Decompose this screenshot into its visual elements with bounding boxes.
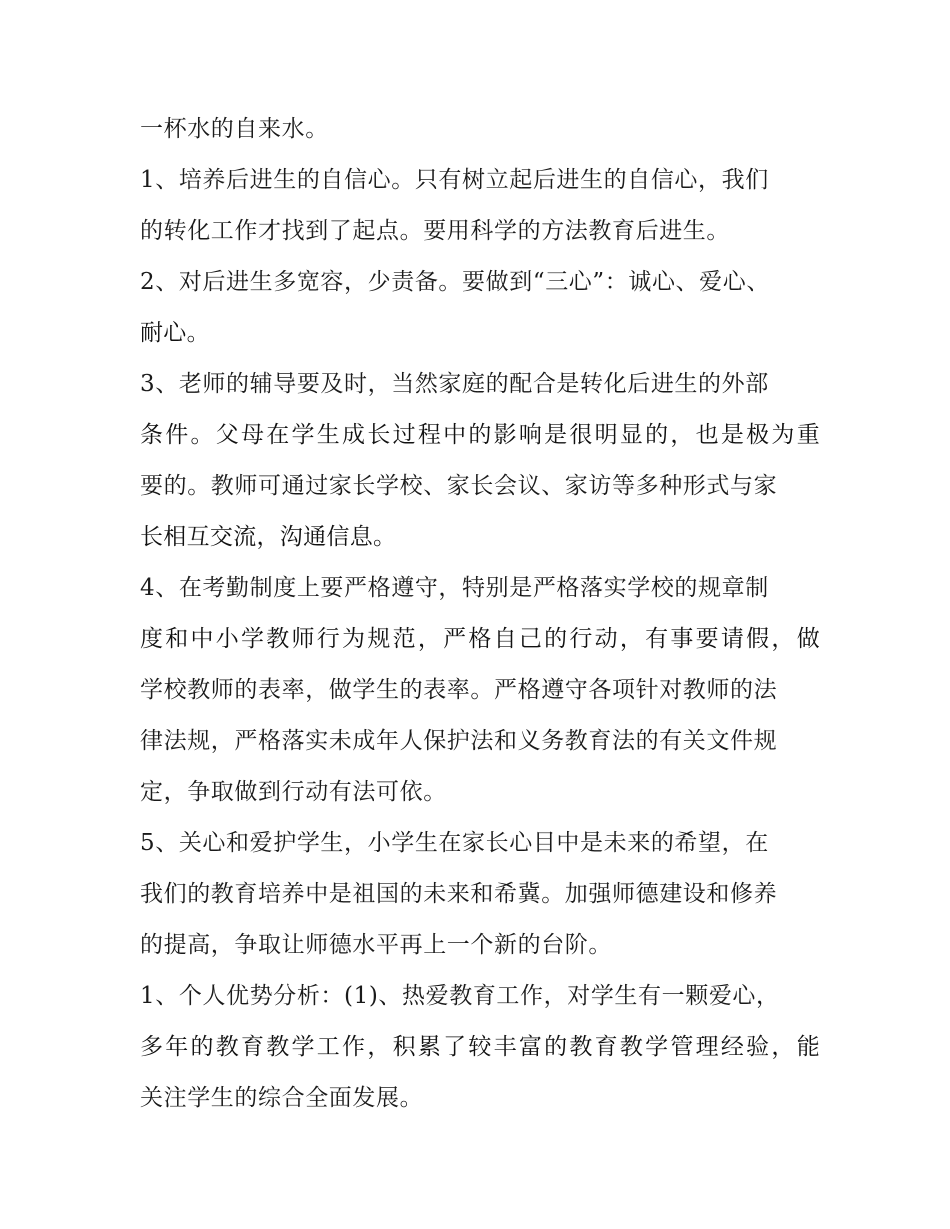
text-line: 1、个人优势分析：(1)、热爱教育工作，对学生有一颗爱心， (140, 983, 780, 1009)
text-line: 条件。父母在学生成长过程中的影响是很明显的，也是极为重 (140, 422, 820, 448)
text-line: 4、在考勤制度上要严格遵守，特别是严格落实学校的规章制 (140, 575, 769, 601)
text-line: 2、对后进生多宽容，少责备。要做到“三心”：诚心、爱心、 (140, 269, 770, 295)
text-line: 的转化工作才找到了起点。要用科学的方法教育后进生。 (140, 218, 730, 244)
text-line: 的提高，争取让师德水平再上一个新的台阶。 (140, 932, 612, 958)
text-line: 多年的教育教学工作，积累了较丰富的教育教学管理经验，能 (140, 1034, 820, 1060)
text-line: 3、老师的辅导要及时，当然家庭的配合是转化后进生的外部 (140, 371, 769, 397)
text-line: 长相互交流，沟通信息。 (140, 524, 397, 550)
text-line: 一杯水的自来水。 (140, 116, 329, 142)
text-line: 定，争取做到行动有法可依。 (140, 779, 447, 805)
text-line: 要的。教师可通过家长学校、家长会议、家访等多种形式与家 (140, 473, 778, 499)
text-line: 学校教师的表率，做学生的表率。严格遵守各项针对教师的法 (140, 677, 778, 703)
text-line: 我们的教育培养中是祖国的未来和希冀。加强师德建设和修养 (140, 881, 778, 907)
text-line: 律法规，严格落实未成年人保护法和义务教育法的有关文件规 (140, 728, 778, 754)
text-line: 5、关心和爱护学生，小学生在家长心目中是未来的希望，在 (140, 830, 769, 856)
text-line: 1、培养后进生的自信心。只有树立起后进生的自信心，我们 (140, 167, 769, 193)
text-line: 度和中小学教师行为规范，严格自己的行动，有事要请假，做 (140, 626, 820, 652)
text-line: 耐心。 (140, 320, 210, 346)
text-line: 关注学生的综合全面发展。 (140, 1085, 424, 1111)
